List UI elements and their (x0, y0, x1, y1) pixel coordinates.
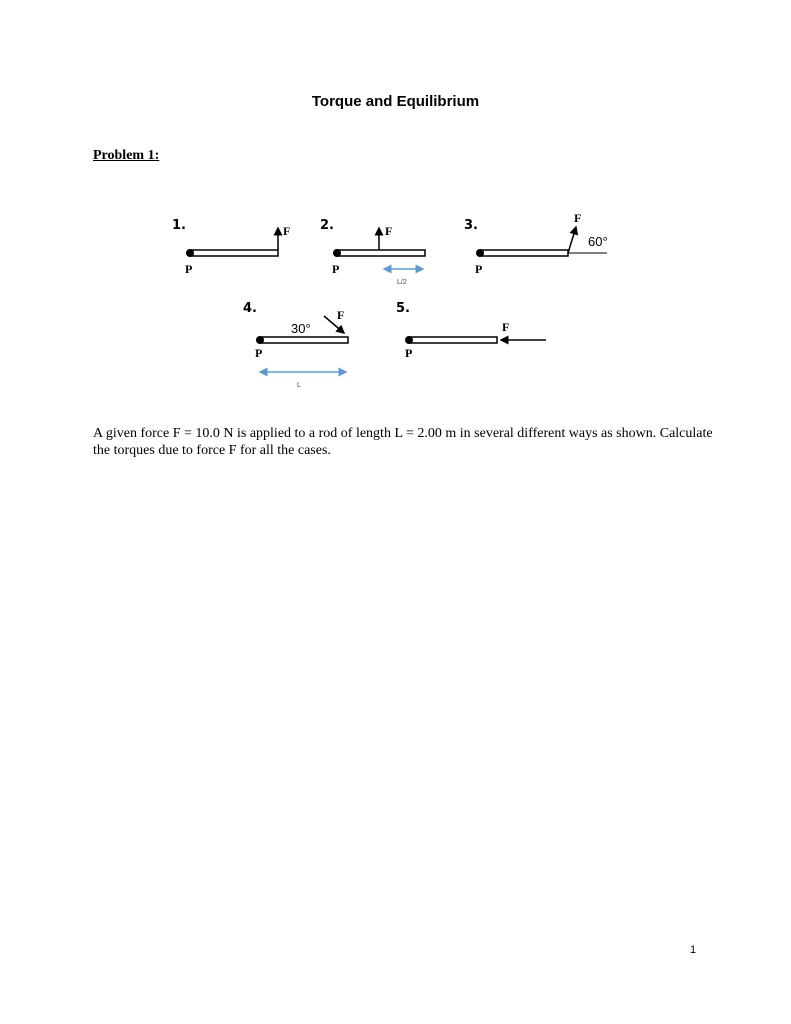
angle-label: 30° (291, 321, 311, 336)
case-4 (243, 301, 348, 389)
force-label: F (283, 224, 291, 238)
case-number: 3. (464, 218, 478, 233)
rod (337, 250, 425, 256)
problem-description: A given force F = 10.0 N is applied to a rod of length L = 2.00 m in several different ways as shown. Calculate the torques due to force F for all the cases. (93, 426, 713, 458)
page-number: 1 (690, 944, 697, 956)
pivot-label: P (405, 346, 413, 360)
pivot-point (405, 336, 413, 344)
case-5 (396, 301, 546, 360)
rod (480, 250, 568, 256)
angle-label: 60° (588, 234, 608, 249)
case-number: 1. (172, 218, 186, 233)
force-label: F (574, 211, 582, 225)
force-label: F (337, 308, 345, 322)
torque-diagram (160, 200, 620, 400)
force-label: F (502, 320, 510, 334)
rod (409, 337, 497, 343)
case-number: 4. (243, 301, 257, 316)
problem-heading: Problem 1: (93, 148, 160, 163)
case-3 (464, 211, 608, 276)
pivot-label: P (185, 262, 193, 276)
page-title: Torque and Equilibrium (311, 93, 480, 110)
force-label: F (385, 224, 393, 238)
case-2 (320, 218, 425, 286)
pivot-label: P (332, 262, 340, 276)
pivot-point (333, 249, 341, 257)
pivot-point (256, 336, 264, 344)
rod (260, 337, 348, 343)
case-1 (172, 218, 290, 276)
length-label: L (297, 382, 301, 389)
length-label: L/2 (397, 279, 407, 286)
pivot-label: P (255, 346, 263, 360)
force-arrow (568, 227, 576, 253)
case-number: 2. (320, 218, 334, 233)
pivot-point (476, 249, 484, 257)
case-number: 5. (396, 301, 410, 316)
pivot-label: P (475, 262, 483, 276)
pivot-point (186, 249, 194, 257)
rod (190, 250, 278, 256)
